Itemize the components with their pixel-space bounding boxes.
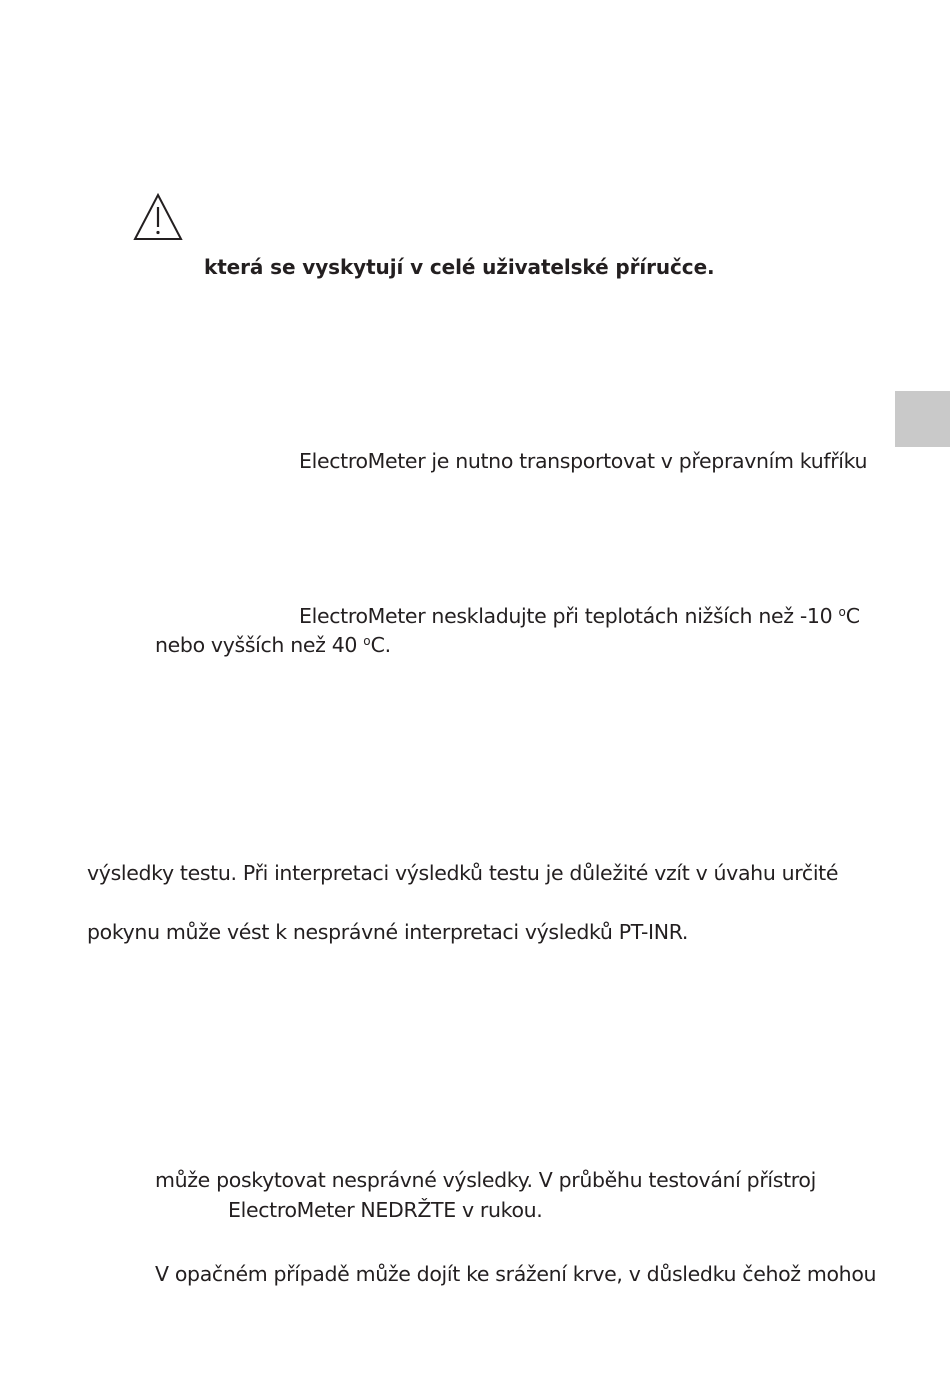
intro-bold-text: která se vyskytují v celé uživatelské příručce. [204,255,715,279]
interpretation-text-line1: výsledky testu. Při interpretaci výsledků testu je důležité vzít v úvahu určité [87,861,839,885]
section-side-tab [895,391,950,447]
storage-unit-2: C. [370,633,391,657]
storage-text-line2 [155,632,391,661]
interpretation-text-line2: pokynu může vést k nesprávné interpretaci výsledků PT-INR. [87,920,689,944]
storage-unit-1: C [845,604,860,628]
handling-text-line3: V opačném případě může dojít ke srážení krve, v důsledku čehož mohou [155,1262,877,1286]
transport-text: ElectroMeter je nutno transportovat v přepravním kufříku [299,449,868,473]
handling-text-line2: ElectroMeter NEDRŽTE v rukou. [228,1198,543,1222]
storage-text-line1 [299,603,860,632]
degree-symbol: o [363,634,371,648]
storage-text-2: nebo vyšších než 40 [155,633,364,657]
warning-triangle-icon [133,193,183,241]
handling-text-line1: může poskytovat nesprávné výsledky. V průběhu testování přístroj [155,1168,816,1192]
storage-text-1: ElectroMeter neskladujte při teplotách nižších než -10 [299,604,839,628]
degree-symbol: o [838,605,846,619]
